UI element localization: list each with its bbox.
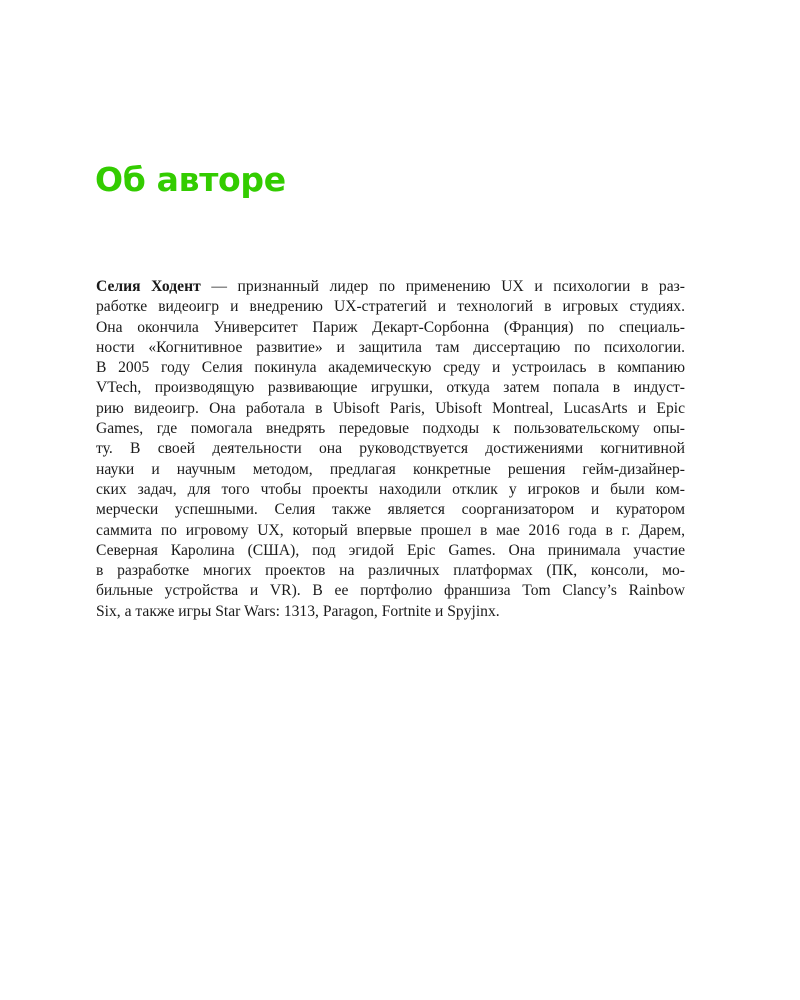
bio-line: науки и научным методом, предлагая конкретные решения гейм-дизайнер- xyxy=(96,460,685,478)
author-name: Селия Ходент xyxy=(96,278,201,295)
bio-line: В 2005 году Селия покинула академическую среду и устроилась в компанию xyxy=(96,359,685,377)
bio-line: VTech, производящую развивающие игрушки, откуда затем попала в индуст- xyxy=(96,379,685,397)
bio-line xyxy=(96,277,685,297)
bio-line: Games, где помогала внедрять передовые подходы к пользовательскому опы- xyxy=(96,420,685,438)
bio-line: саммита по игровому UX, который впервые прошел в мае 2016 года в г. Дарем, xyxy=(96,521,685,539)
bio-line: бильные устройства и VR). В ее портфолио франшиза Tom Clancy’s Rainbow xyxy=(96,582,685,600)
bio-line: Она окончила Университет Париж Декарт-Сорбонна (Франция) по специаль- xyxy=(96,318,685,336)
bio-line: Six, а также игры Star Wars: 1313, Paragon, Fortnite и Spyjinx. xyxy=(96,602,500,620)
section-heading: Об авторе xyxy=(95,160,286,199)
bio-line: мерчески успешными. Селия также является соорганизатором и куратором xyxy=(96,501,685,519)
author-bio-paragraph xyxy=(96,277,685,622)
bio-line: ских задач, для того чтобы проекты находили отклик у игроков и были ком- xyxy=(96,480,685,498)
bio-line: ности «Когнитивное развитие» и защитила там диссертацию по психологии. xyxy=(96,338,685,356)
bio-line: работке видеоигр и внедрению UX-стратегий и технологий в игровых студиях. xyxy=(96,298,685,316)
bio-line: ту. В своей деятельности она руководствуется достижениями когнитивной xyxy=(96,440,685,458)
bio-line: Северная Каролина (США), под эгидой Epic Games. Она принимала участие xyxy=(96,541,685,559)
bio-line: в разработке многих проектов на различных платформах (ПК, консоли, мо- xyxy=(96,562,685,580)
bio-line: рию видеоигр. Она работала в Ubisoft Paris, Ubisoft Montreal, LucasArts и Epic xyxy=(96,399,685,417)
bio-line-text: — признанный лидер по применению UX и психологии в раз- xyxy=(200,278,685,295)
